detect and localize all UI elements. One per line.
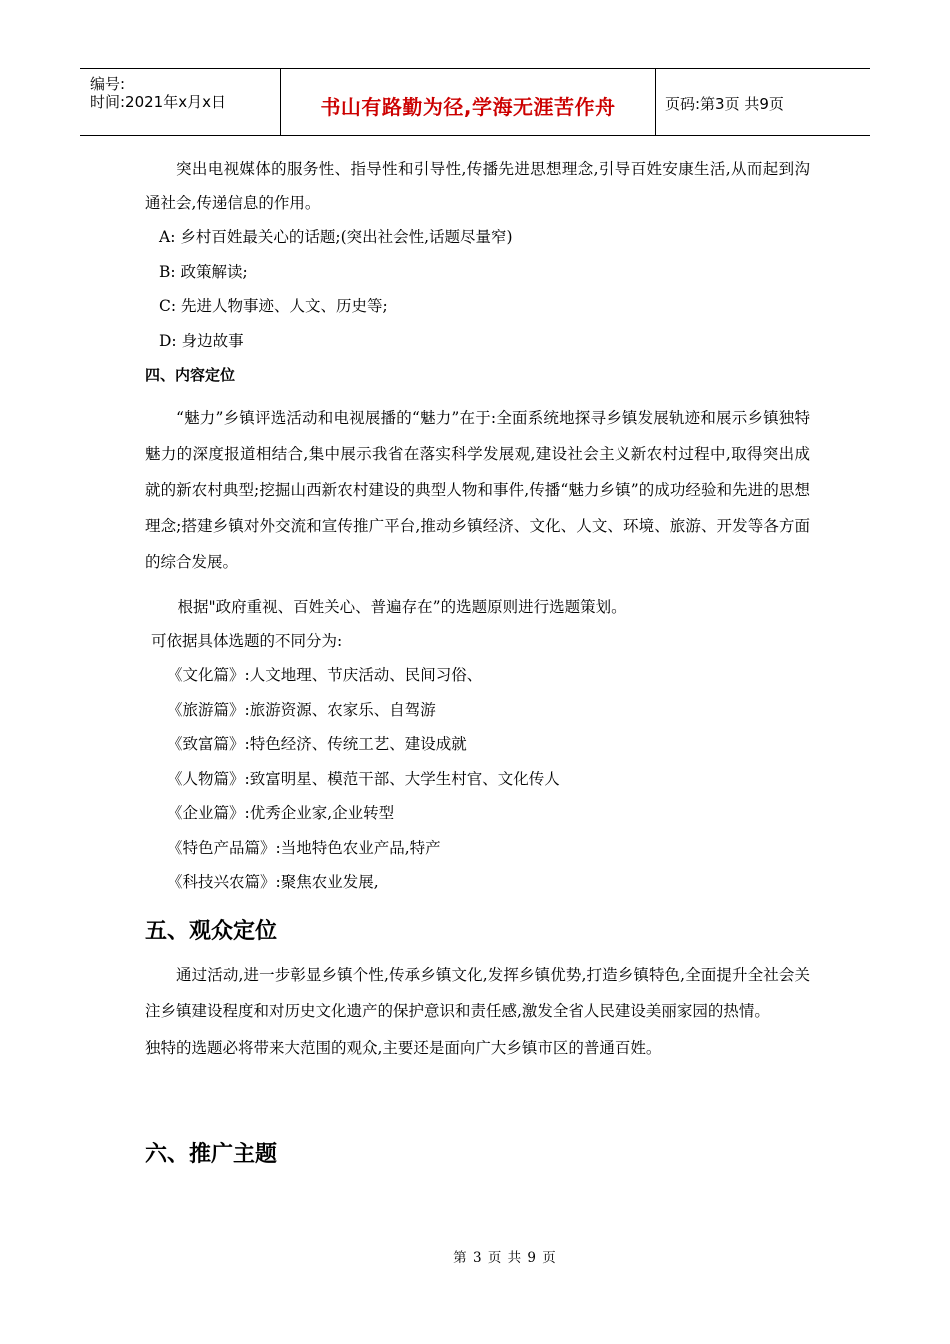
list-item: D: 身边故事 [159,331,244,350]
list-item: B: 政策解读; [159,262,248,281]
section4-paragraph: “魅力”乡镇评选活动和电视展播的“魅力”在于:全面系统地探寻乡镇发展轨迹和展示乡镇独特魅力的深度报道相结合,集中展示我省在落实科学发展观,建设社会主义新农村过程中,取得突出成就的新农村典型;挖掘山西新农村建设的典型人物和事件,传播“魅力乡镇”的成功经验和先进的思想理念;搭建乡镇对外交流和宣传推广平台,推动乡镇经济、文化、人文、环境、旅游、开发等各方面的综合发展。 [145,409,810,571]
section3-list [145,220,810,358]
section5-paragraph: 通过活动,进一步彰显乡镇个性,传承乡镇文化,发挥乡镇优势,打造乡镇特色,全面提升全社会关注乡镇建设程度和对历史文化遗产的保护意识和责任感,激发全省人民建设美丽家园的热情。 [145,965,810,1020]
topic-item: 《特色产品篇》:当地特色农业产品,特产 [167,838,441,857]
doc-number-label: 编号: [90,75,126,93]
header-motto: 书山有路勤为径,学海无涯苦作舟 [320,94,616,119]
topic-item: 《致富篇》:特色经济、传统工艺、建设成就 [167,735,467,753]
topic-item: 《文化篇》:人文地理、节庆活动、民间习俗、 [167,666,483,684]
list-item: A: 乡村百姓最关心的话题;(突出社会性,话题尽量窄) [159,228,513,246]
section6-heading: 六、推广主题 [145,1141,278,1167]
section5-audience: 独特的选题必将带来大范围的观众,主要还是面向广大乡镇市区的普通百姓。 [145,1038,662,1057]
topic-item: 《旅游篇》:旅游资源、农家乐、自驾游 [167,700,436,719]
footer-page-number: 第 3 页 共 9 页 [453,1250,557,1266]
topic-item: 《企业篇》:优秀企业家,企业转型 [167,804,395,822]
list-item: C: 先进人物事迹、人文、历史等; [159,297,388,315]
section3-intro: 突出电视媒体的服务性、指导性和引导性,传播先进思想理念,引导百姓安康生活,从而起到沟通社会,传递信息的作用。 [145,160,810,212]
header-page-cell [665,69,784,135]
topic-item: 《人物篇》:致富明星、模范干部、大学生村官、文化传人 [167,769,560,788]
section4-category-intro: 可依据具体选题的不同分为: [151,632,343,650]
topic-list [145,658,810,900]
topic-item: 《科技兴农篇》:聚焦农业发展, [167,873,379,891]
section4-heading: 四、内容定位 [145,366,236,384]
section4-principle: 根据"政府重视、百姓关心、普遍存在”的选题原则进行选题策划。 [177,598,627,616]
header-meta-cell [80,69,281,135]
header-page-info: 页码:第3页 共9页 [665,94,784,113]
header-motto-cell [281,69,656,135]
page-header [80,68,870,136]
section5-heading: 五、观众定位 [145,918,278,944]
doc-date-label: 时间:2021年x月x日 [90,93,226,111]
page-footer [0,1246,950,1266]
document-body [145,152,810,1168]
